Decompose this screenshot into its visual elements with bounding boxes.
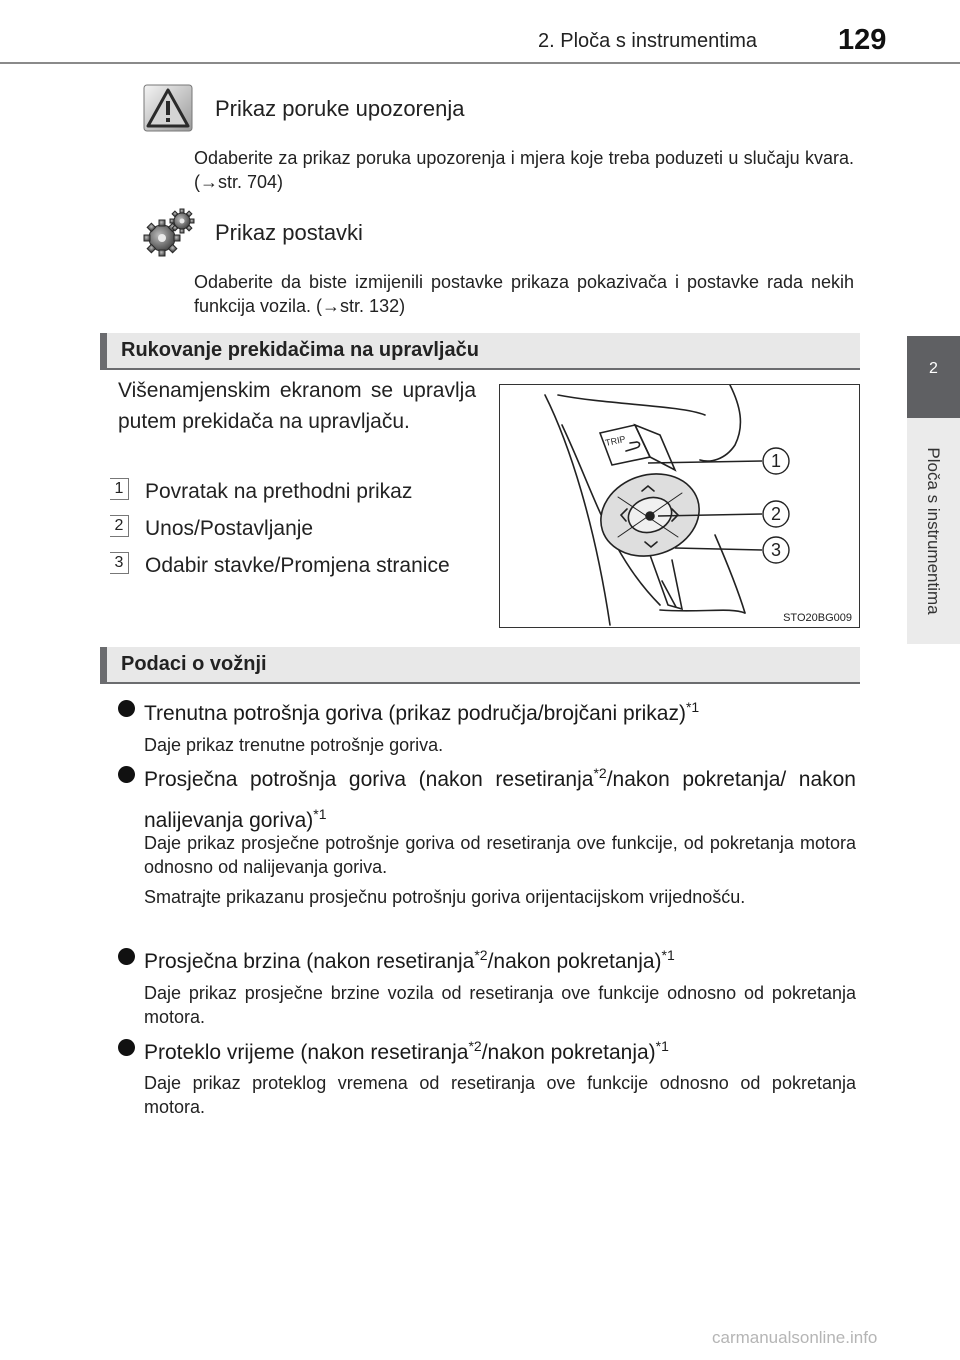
legend-number-2: 2 bbox=[110, 515, 129, 537]
warning-display-description: Odaberite za prikaz poruka upozorenja i mjera koje treba poduzeti u slučaju kvara. (→str. 704) bbox=[194, 148, 854, 192]
trip-item-desc: Daje prikaz prosječne brzine vozila od resetiranja ove funkcije odnosno od pokretanja motora. bbox=[144, 983, 856, 1027]
section-title-switches: Rukovanje prekidačima na upravljaču bbox=[121, 339, 479, 361]
steering-switch-illustration bbox=[500, 385, 859, 627]
section-header-switches bbox=[100, 333, 860, 369]
section-underline bbox=[100, 682, 860, 684]
side-tab-label: Ploča s instrumentima bbox=[924, 447, 943, 615]
trip-item-desc: Daje prikaz trenutne potrošnje goriva. bbox=[144, 735, 444, 755]
figure-code: STO20BG009 bbox=[783, 612, 852, 624]
trip-item-title: Prosječna potrošnja goriva (nakon resetiranja$^{*2}$/nakon pokretanja/ nakon nalijevanja goriva)$^{*1}$ bbox=[144, 765, 856, 832]
trip-item-title: Prosječna brzina (nakon resetiranja$^{*2}$/nakon pokretanja)$^{*1}$ bbox=[144, 947, 675, 973]
section-header-trip bbox=[100, 647, 860, 683]
page-number: 129 bbox=[838, 24, 887, 56]
settings-display-title: Prikaz postavki bbox=[215, 220, 363, 245]
settings-display-description: Odaberite da biste izmijenili postavke prikaza pokazivača i postavke rada nekih funkcija vozila. (→str. 132) bbox=[194, 272, 854, 316]
switches-intro: Višenamjenskim ekranom se upravlja putem prekidača na upravljaču. bbox=[118, 379, 476, 433]
bullet-icon bbox=[118, 766, 135, 783]
section-title-trip: Podaci o vožnji bbox=[121, 653, 267, 675]
gears-icon bbox=[143, 207, 195, 257]
bullet-icon bbox=[118, 1039, 135, 1056]
trip-item-desc: Daje prikaz proteklog vremena od resetiranja ove funkcije odnosno od pokretanja motora. bbox=[144, 1073, 856, 1117]
legend-text-1: Povratak na prethodni prikaz bbox=[145, 480, 413, 503]
warning-triangle-icon bbox=[143, 84, 193, 132]
legend-text-2: Unos/Postavljanje bbox=[145, 517, 314, 540]
callout-3: 3 bbox=[770, 540, 782, 560]
trip-item-title: Trenutna potrošnja goriva (prikaz područja/brojčani prikaz)$^{*1}$ bbox=[144, 699, 700, 725]
trip-button-label: TRIP bbox=[604, 433, 627, 448]
chapter-heading: 2. Ploča s instrumentima bbox=[538, 30, 757, 52]
side-tab-number: 2 bbox=[929, 360, 938, 377]
bullet-icon bbox=[118, 948, 135, 965]
bullet-icon bbox=[118, 700, 135, 717]
legend-number-1: 1 bbox=[110, 478, 129, 500]
callout-2: 2 bbox=[770, 504, 782, 524]
trip-item-desc: Daje prikaz prosječne potrošnje goriva od resetiranja ove funkcije, od pokretanja motora odnosno od nalijevanja goriva. bbox=[144, 833, 856, 877]
watermark: carmanualsonline.info bbox=[712, 1328, 878, 1347]
warning-display-title: Prikaz poruke upozorenja bbox=[215, 96, 465, 121]
legend-text-3: Odabir stavke/Promjena stranice bbox=[145, 554, 450, 577]
steering-switch-figure bbox=[499, 384, 860, 628]
header-rule bbox=[0, 62, 960, 64]
legend-number-3: 3 bbox=[110, 552, 129, 574]
callout-1: 1 bbox=[770, 451, 782, 471]
trip-item-title: Proteklo vrijeme (nakon resetiranja$^{*2}$/nakon pokretanja)$^{*1}$ bbox=[144, 1038, 669, 1064]
trip-item-desc: Smatrajte prikazanu prosječnu potrošnju goriva orijentacijskom vrijednošću. bbox=[144, 887, 746, 907]
section-underline bbox=[100, 368, 860, 370]
